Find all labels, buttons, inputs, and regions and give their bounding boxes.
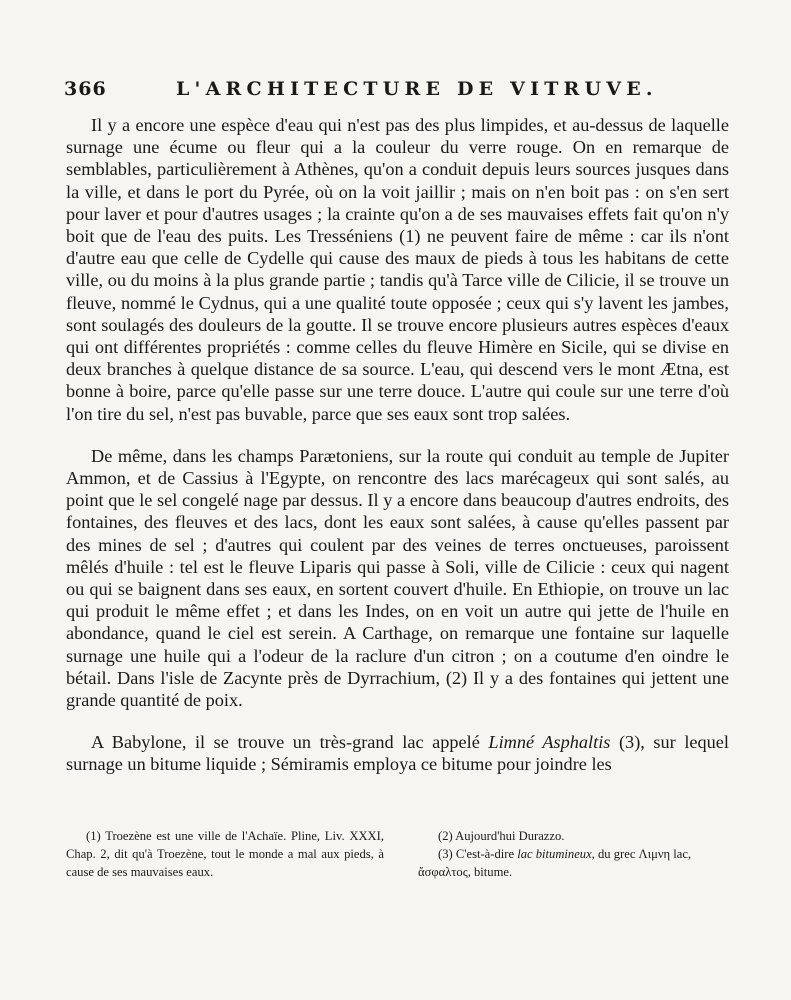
paragraph-1: Il y a encore une espèce d'eau qui n'est pas des plus limpides, et au-dessus de laquelle surnage une écume ou fleur qui a la couleur du verre rouge. On en remarque de semblables, particulièrement à Athènes, qu'on a conduit depuis leurs sources jusques dans la ville, et dans le port du Pyrée, où on la voit jaillir ; mais on n'en boit pas : on s'en sert pour laver et pour d'autres usages ; la crainte qu'on a de ses mauvaises effets fait qu'on n'y boit que de l'eau des puits. Les Tresséniens (1) ne peuvent faire de même : car ils n'ont d'autre eau que celle de Cydelle qui cause des maux de pieds à tous les habitans de cette ville, ou du moins à la plus grande partie ; tandis qu'à Tarce ville de Cilicie, il se trouve un fleuve, nommé le Cydnus, qui a une qualité toute opposée ; ceux qui s'y lavent les jambes, sont soulagés des douleurs de la goutte. Il se trouve encore plusieurs autres espèces d'eaux qui ont différentes propriétés : comme celles du fleuve Himère en Sicile, qui se divise en deux branches à quelque distance de sa source. L'eau, qui descend vers le mont Ætna, est bonne à boire, parce qu'elle passe sur une terre douce. L'autre qui coule sur une terre d'où l'on tire du sel, n'est pas buvable, parce que ses eaux sont trop salées. <box>66 115 729 424</box>
paragraph-3-start: A Babylone, il se trouve un très-grand lac appelé <box>91 732 489 753</box>
running-title: L'ARCHITECTURE DE VITRUVE. <box>176 78 658 100</box>
page-header <box>64 78 732 108</box>
footnote-1: (1) Troezène est une ville de l'Achaïe. Pline, Liv. XXXI, Chap. 2, dit qu'à Troezène, tout le monde a mal aux pieds, à cause de ses mauvaises eaux. <box>66 829 384 879</box>
footnote-3-start: (3) C'est-à-dire <box>438 847 518 861</box>
main-text <box>66 114 729 776</box>
footnotes-left-column <box>66 827 384 881</box>
footnotes-right-column <box>418 827 729 881</box>
footnote-3-end: , du grec Λιμνη lac, ἄσφαλτος, bitume. <box>418 847 692 879</box>
footnote-3 <box>418 845 729 881</box>
paragraph-2: De même, dans les champs Parætoniens, sur la route qui conduit au temple de Jupiter Ammon, et de Cassius à l'Egypte, on rencontre des lacs marécageux qui sont salés, au point que le sel congelé nage par dessus. Il y a encore dans beaucoup d'autres endroits, des fontaines, des fleuves et des lacs, dont les eaux sont salées, à cause qu'elles passent par des mines de sel ; d'autres qui coulent par des veines de terres onctueuses, paroissent mêlés d'huile : tel est le fleuve Liparis qui passe à Soli, ville de Cilicie : ceux qui nagent ou qui se baignent dans ses eaux, en sortent couvert d'huile. En Ethiopie, on trouve un lac qui produit le même effet ; et dans les Indes, on en voit un autre qui jette de l'huile en abondance, quand le ciel est serein. A Carthage, on remarque une fontaine sur laquelle surnage une huile qui a l'odeur de la raclure d'un citron ; on a coutume d'en oindre le bétail. Dans l'isle de Zacynte près de Dyrrachium, (2) Il y a des fontaines qui jettent une grande quantité de poix. <box>66 445 729 711</box>
paragraph-3-end: (3), sur lequel surnage un bitume liquide ; Sémiramis employa ce bitume pour joindre les <box>66 732 729 775</box>
footnote-3-term: lac bitumineux <box>517 847 592 861</box>
footnote-2: (2) Aujourd'hui Durazzo. <box>438 829 565 843</box>
lake-name: Limné Asphaltis <box>488 732 611 753</box>
paragraph-3 <box>66 731 729 775</box>
page-number: 366 <box>64 78 107 100</box>
